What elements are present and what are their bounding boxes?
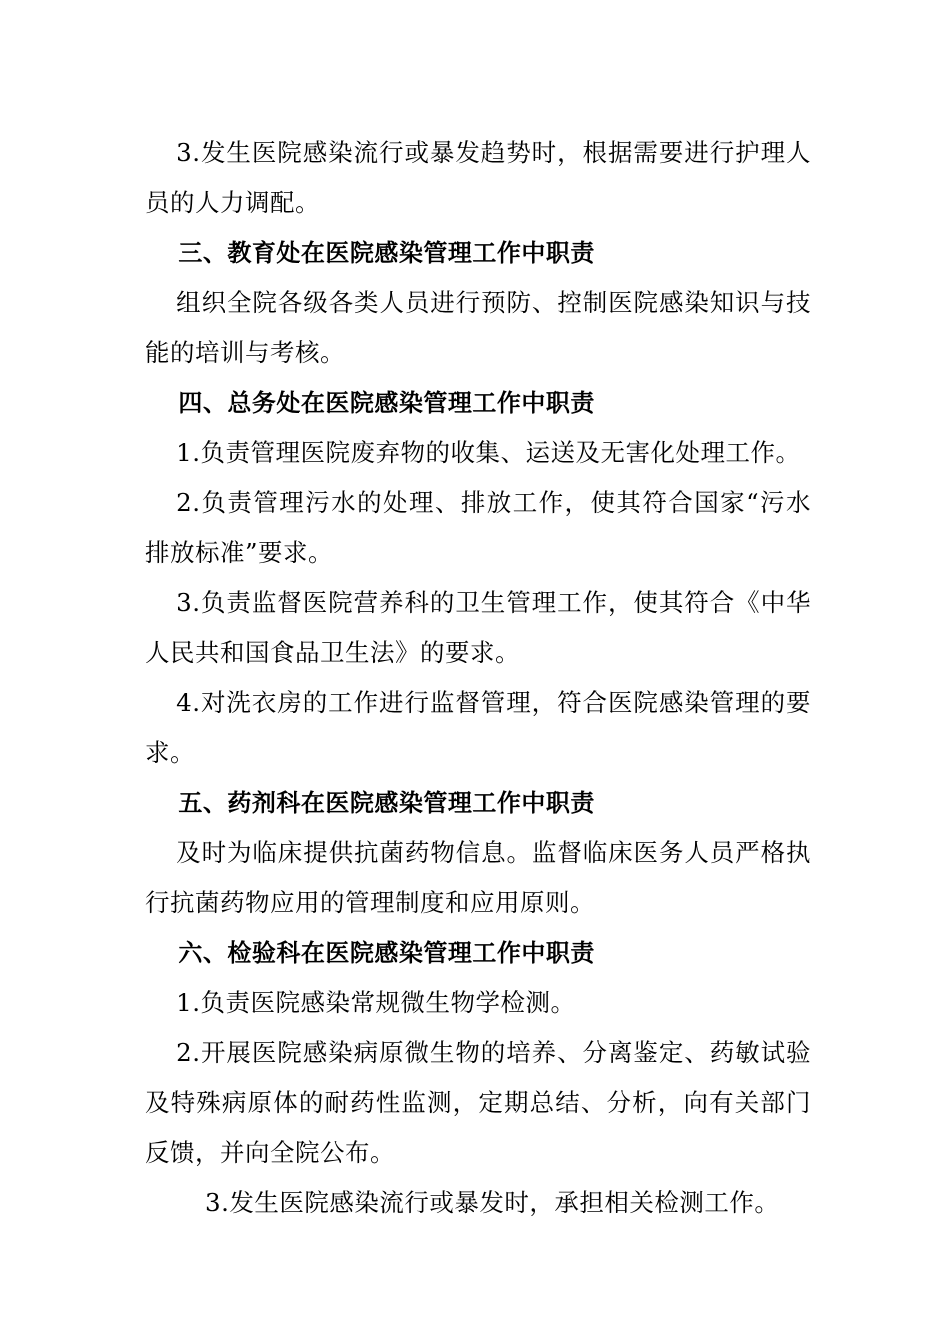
paragraph-general-affairs-item-2: 2.负责管理污水的处理、排放工作，使其符合国家“污水排放标准”要求。	[145, 488, 811, 567]
section-heading-education: 三、教育处在医院感染管理工作中职责	[178, 239, 595, 267]
paragraph-education: 组织全院各级各类人员进行预防、控制医院感染知识与技能的培训与考核。	[145, 288, 811, 367]
paragraph-general-affairs-item-1: 1.负责管理医院废弃物的收集、运送及无害化处理工作。	[176, 438, 801, 467]
section-heading-pharmacy: 五、药剂科在医院感染管理工作中职责	[178, 789, 595, 817]
paragraph-laboratory-item-1: 1.负责医院感染常规微生物学检测。	[176, 988, 576, 1017]
document-body	[145, 128, 811, 1228]
paragraph-pharmacy: 及时为临床提供抗菌药物信息。监督临床医务人员严格执行抗菌药物应用的管理制度和应用原则。	[145, 838, 811, 917]
paragraph-general-affairs-item-3: 3.负责监督医院营养科的卫生管理工作，使其符合《中华人民共和国食品卫生法》的要求。	[145, 588, 811, 667]
paragraph-general-affairs-item-4: 4.对洗衣房的工作进行监督管理，符合医院感染管理的要求。	[145, 688, 811, 767]
section-heading-general-affairs: 四、总务处在医院感染管理工作中职责	[178, 389, 595, 417]
section-heading-laboratory: 六、检验科在医院感染管理工作中职责	[178, 939, 595, 967]
paragraph-laboratory-item-2: 2.开展医院感染病原微生物的培养、分离鉴定、药敏试验及特殊病原体的耐药性监测，定期总结、分析，向有关部门反馈，并向全院公布。	[145, 1038, 811, 1167]
paragraph-nursing-item-3: 3.发生医院感染流行或暴发趋势时，根据需要进行护理人员的人力调配。	[145, 138, 811, 217]
paragraph-laboratory-item-3: 3.发生医院感染流行或暴发时，承担相关检测工作。	[205, 1188, 780, 1217]
